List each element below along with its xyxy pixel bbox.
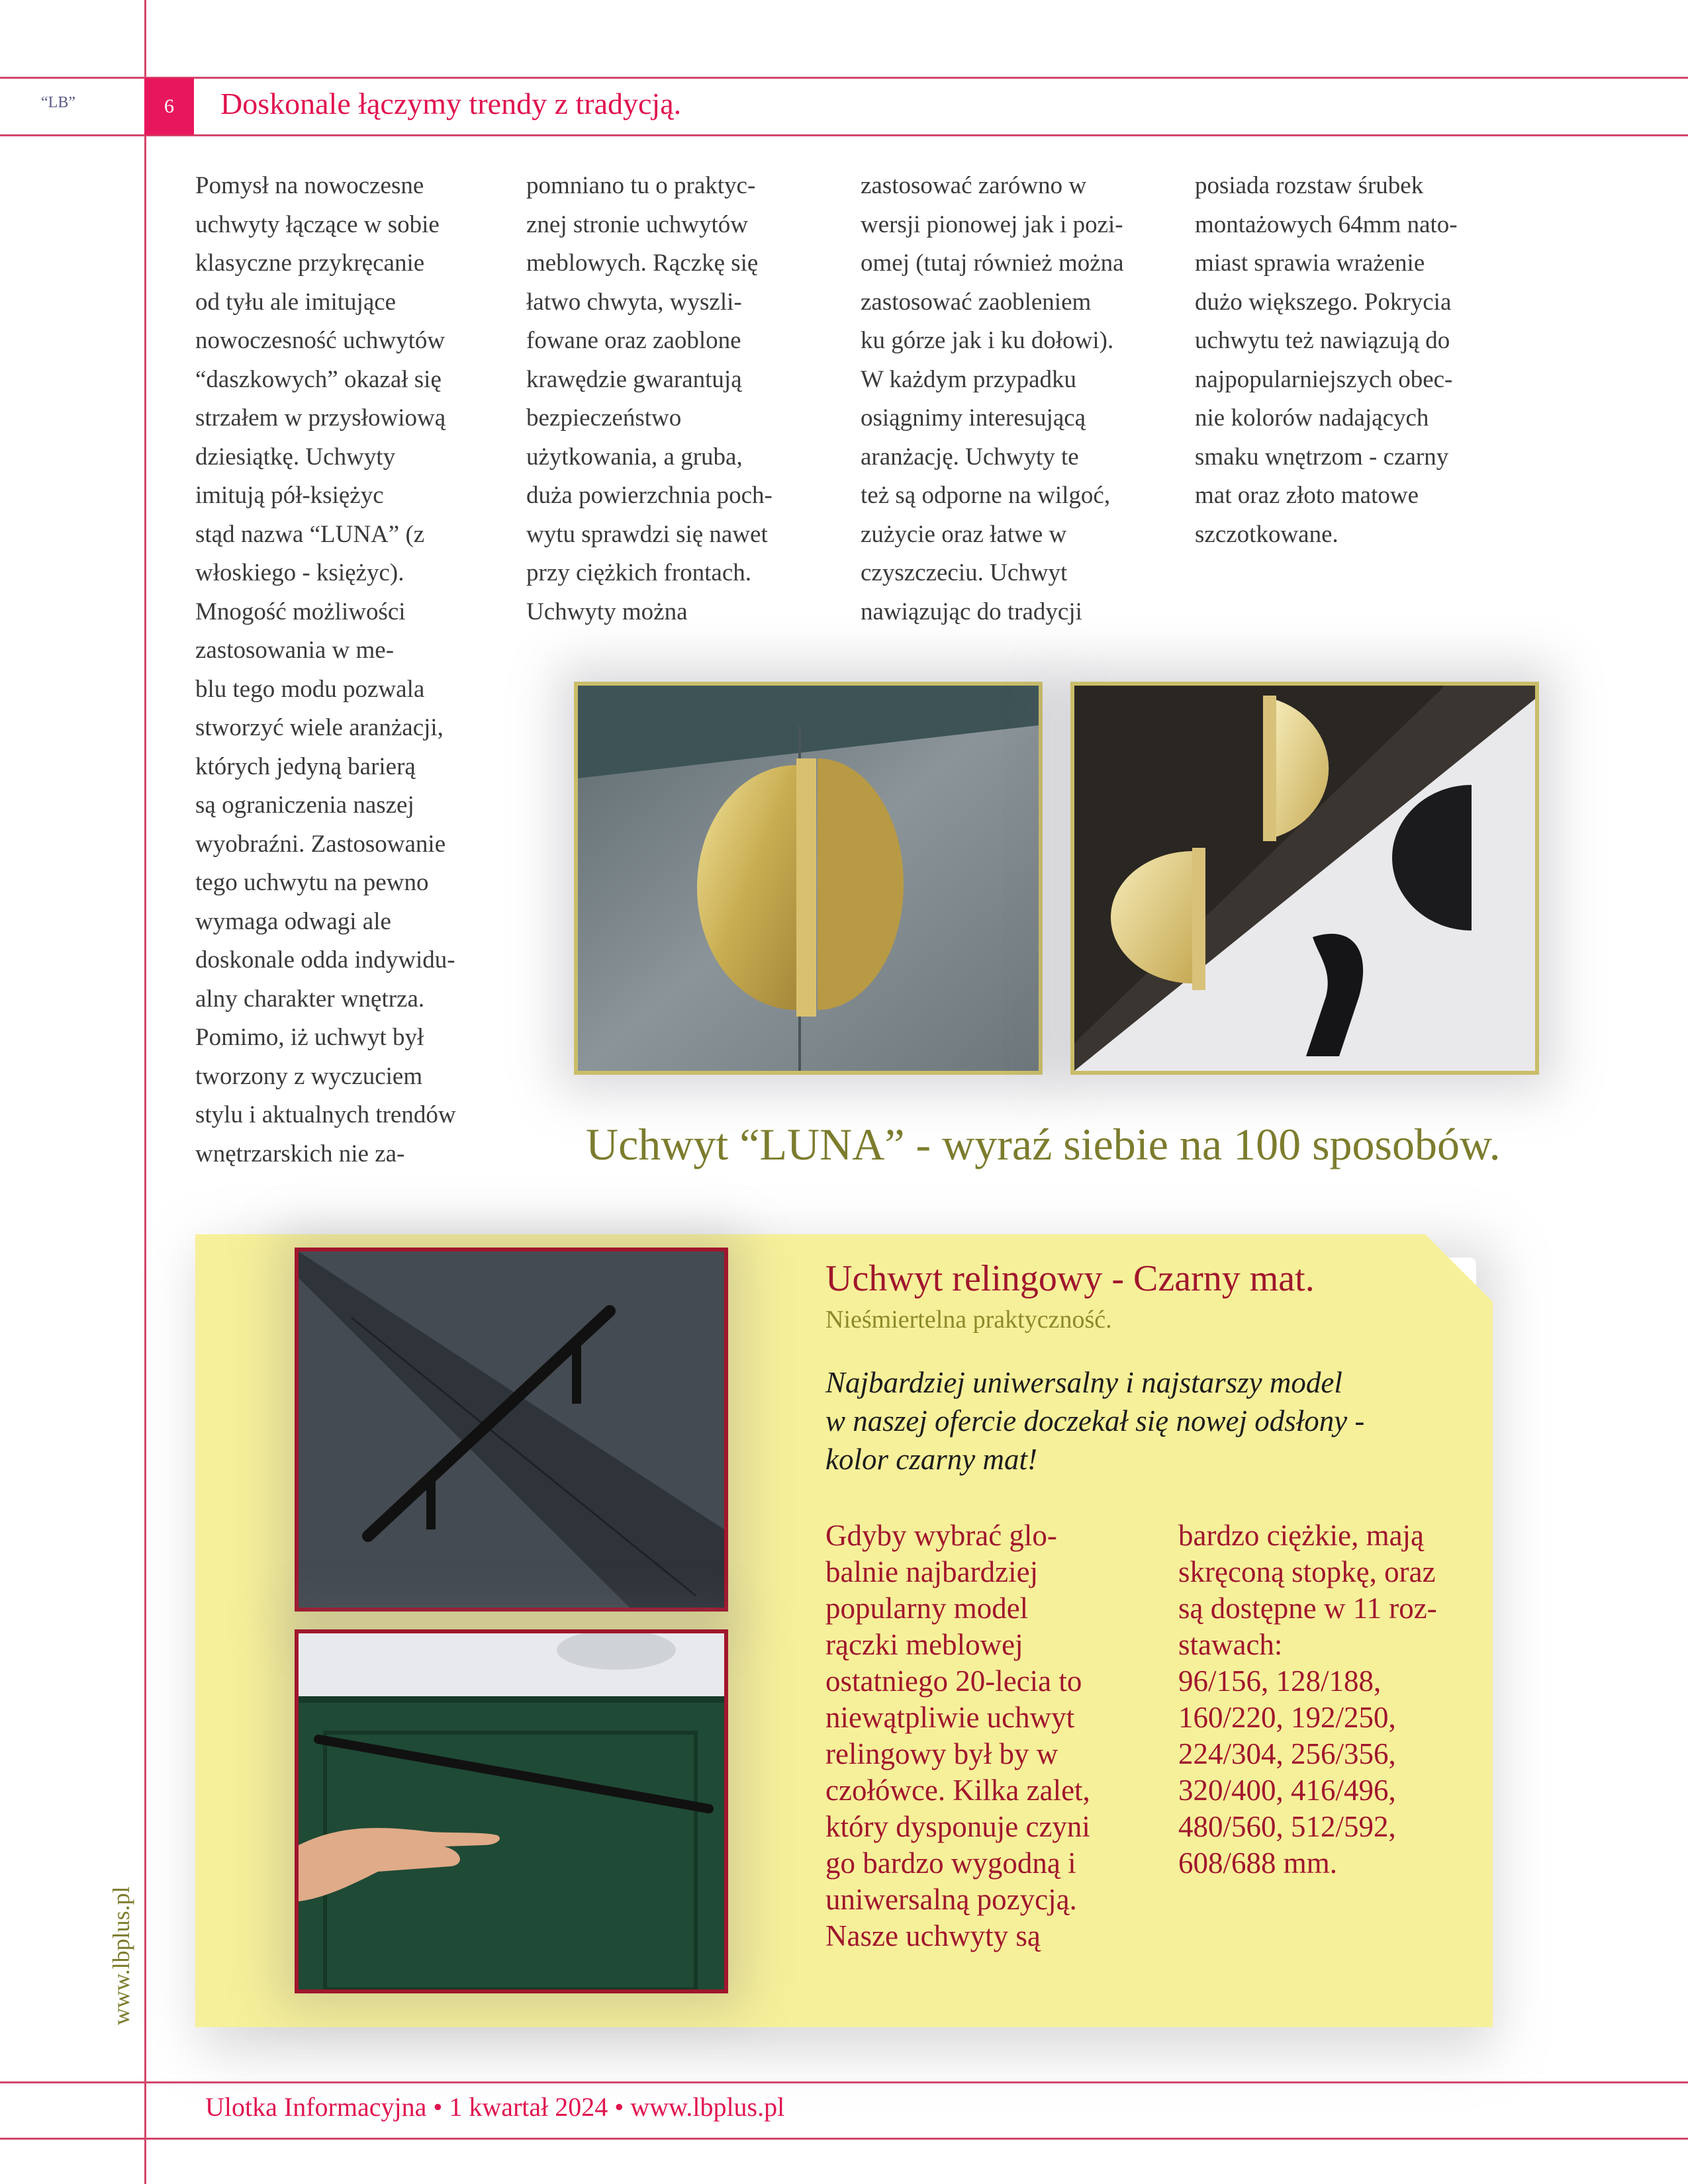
- article-column-4: posiada rozstaw śrubek montażowych 64mm nato- miast sprawia wrażenie dużo większego. Pokrycia uchwytu też nawiązują do najpopularniejszych obec- nie kolorów nadających smaku wnętrzom - czarny mat oraz złoto matowe szczotkowane.: [1195, 172, 1458, 548]
- side-url: www.lbplus.pl: [108, 1886, 134, 2025]
- left-margin-rule: [144, 0, 146, 2184]
- article-column-2: pomniano tu o praktyc- znej stronie uchwytów meblowych. Rączkę się łatwo chwyta, wyszli- fowane oraz zaoblone krawędzie gwarantują bezpieczeństwo użytkowania, a gruba, duża powierzchnia poch- wytu sprawdzi się nawet przy ciężkich frontach. Uchwyty można: [526, 172, 773, 625]
- rail-handle-photo: [295, 1248, 728, 1612]
- footer-text: Ulotka Informacyjna • 1 kwartał 2024 • www.lbplus.pl: [205, 2092, 785, 2122]
- header-top-rule: [0, 77, 1688, 79]
- luna-color-variants-photo: [1070, 682, 1539, 1075]
- luna-gold-handle-photo: [574, 682, 1043, 1075]
- promo-column-2: bardzo ciężkie, mają skręconą stopkę, oraz są dostępne w 11 roz- stawach: 96/156, 128/188, 160/220, 192/250, 224/304, 256/356, 320/400, 416/496, 480/560, 512/592, 608/688 mm.: [1178, 1519, 1437, 1880]
- rail-handle-hand-illustration: [299, 1633, 724, 1989]
- section-title: Doskonale łączymy trendy z tradycją.: [220, 87, 682, 120]
- article-column-3: zastosować zarówno w wersji pionowej jak i pozi- omej (tutaj również można zastosować zaobleniem ku górze jak i ku dołowi). W każdym przypadku osiągnimy interesującą aranżację. Uchwyty te też są odporne na wilgoć, zużycie oraz łatwe w czyszczeciu. Uchwyt nawiązując do tradycji: [861, 172, 1124, 625]
- promo-lead: Najbardziej uniwersalny i najstarszy model w naszej ofercie doczekał się nowej odsłony - kolor czarny mat!: [825, 1366, 1365, 1476]
- promo-subtitle: Nieśmiertelna praktyczność.: [825, 1306, 1112, 1334]
- rail-handle-hand-photo: [295, 1629, 728, 1993]
- footer-top-rule: [0, 2081, 1688, 2083]
- luna-variants-illustration: [1074, 686, 1535, 1071]
- promo-column-1: Gdyby wybrać glo- balnie najbardziej popularny model rączki meblowej ostatniego 20-lecia to niewątpliwie uchwyt relingowy był by w czołówce. Kilka zalet, który dysponuje czyni go bardzo wygodną i uniwersalną pozycją. Nasze uchwyty są: [825, 1519, 1090, 1952]
- page-number: 6: [144, 78, 194, 135]
- luna-gold-handle-illustration: [578, 686, 1039, 1071]
- article-column-1: Pomysł na nowoczesne uchwyty łączące w sobie klasyczne przykręcanie od tyłu ale imitujące nowoczesność uchwytów “daszkowych” okazał się strzałem w przysłowiową dziesiątkę. Uchwyty imitują pół-księżyc stąd nazwa “LUNA” (z włoskiego - księżyc). Mnogość możliwości zastosowania w me- blu tego modu pozwala stworzyć wiele aranżacji, których jedyną barierą są ograniczenia naszej wyobraźni. Zastosowanie tego uchwytu na pewno wymaga odwagi ale doskonale odda indywidu- alny charakter wnętrza. Pomimo, iż uchwyt był tworzony z wyczuciem stylu i aktualnych trendów wnętrzarskich nie za-: [195, 172, 456, 1167]
- rail-handle-illustration: [299, 1251, 724, 1608]
- luna-caption: Uchwyt “LUNA” - wyraź siebie na 100 sposobów.: [586, 1119, 1501, 1169]
- brand-tag: “LB”: [41, 94, 75, 111]
- promo-title: Uchwyt relingowy - Czarny mat.: [825, 1258, 1315, 1299]
- footer-bottom-rule: [0, 2138, 1688, 2140]
- header-bottom-rule: [0, 134, 1688, 136]
